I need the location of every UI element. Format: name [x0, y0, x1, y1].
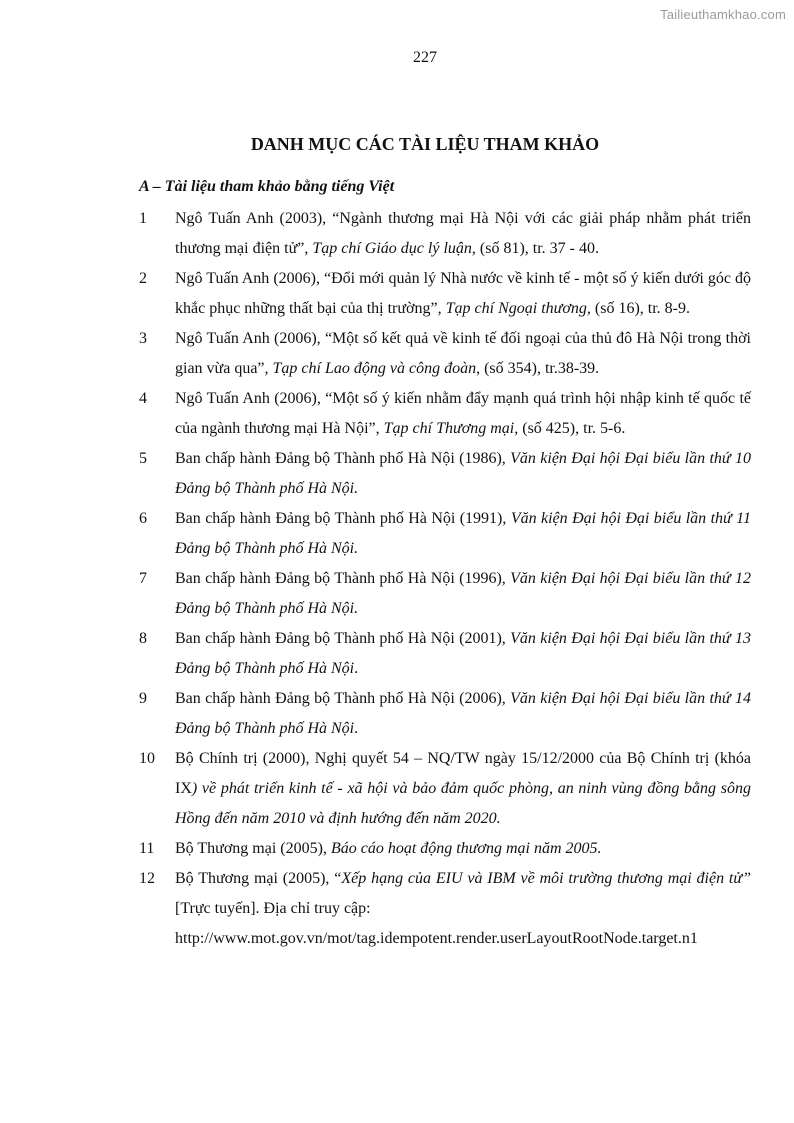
reference-item	[139, 564, 751, 624]
reference-item	[139, 864, 751, 954]
reference-number: 3	[139, 330, 147, 347]
reference-text: Ban chấp hành Đảng bộ Thành phố Hà Nội (2006), Văn kiện Đại hội Đại biểu lần thứ 14 Đảng bộ Thành phố Hà Nội.	[175, 690, 751, 737]
section-heading: A – Tài liệu tham khảo bằng tiếng Việt	[139, 178, 395, 195]
reference-text: Ngô Tuấn Anh (2003), “Ngành thương mại Hà Nội với các giải pháp nhằm phát triển thương mại điện tử”, Tạp chí Giáo dục lý luận, (số 81), tr. 37 - 40.	[175, 210, 751, 257]
reference-item	[139, 504, 751, 564]
reference-item	[139, 204, 751, 264]
reference-url: http://www.mot.gov.vn/mot/tag.idempotent.render.userLayoutRootNode.target.n1	[175, 930, 698, 947]
reference-number: 12	[139, 870, 155, 887]
reference-item	[139, 444, 751, 504]
reference-item	[139, 834, 751, 864]
watermark: Tailieuthamkhao.com	[660, 7, 786, 22]
reference-number: 10	[139, 750, 155, 767]
reference-item	[139, 264, 751, 324]
reference-number: 11	[139, 840, 155, 857]
reference-text: Bộ Thương mại (2005), “Xếp hạng của EIU và IBM về môi trường thương mại điện tử” [Trực tuyến]. Địa chỉ truy cập: http://www.mot.gov.vn/mot/tag.idempotent.render.userLayoutRootNode.target.n1	[175, 870, 751, 947]
reference-number: 7	[139, 570, 147, 587]
reference-text: Ngô Tuấn Anh (2006), “Đổi mới quản lý Nhà nước về kinh tế - một số ý kiến dưới góc độ khắc phục những thất bại của thị trường”, Tạp chí Ngoại thương, (số 16), tr. 8-9.	[175, 270, 751, 317]
reference-number: 5	[139, 450, 147, 467]
reference-number: 2	[139, 270, 147, 287]
page-number: 227	[413, 49, 437, 66]
reference-text: Bộ Thương mại (2005), Báo cáo hoạt động thương mại năm 2005.	[175, 840, 602, 857]
reference-text: Bộ Chính trị (2000), Nghị quyết 54 – NQ/TW ngày 15/12/2000 của Bộ Chính trị (khóa IX) về phát triển kinh tế - xã hội và bảo đảm quốc phòng, an ninh vùng đồng bằng sông Hồng đến năm 2010 và định hướng đến năm 2020.	[175, 750, 751, 827]
reference-number: 6	[139, 510, 147, 527]
reference-number: 8	[139, 630, 147, 647]
reference-text: Ban chấp hành Đảng bộ Thành phố Hà Nội (1996), Văn kiện Đại hội Đại biểu lần thứ 12 Đảng bộ Thành phố Hà Nội.	[175, 570, 751, 617]
page-title: DANH MỤC CÁC TÀI LIỆU THAM KHẢO	[250, 134, 600, 154]
reference-list	[139, 204, 751, 954]
reference-item	[139, 684, 751, 744]
reference-text: Ban chấp hành Đảng bộ Thành phố Hà Nội (2001), Văn kiện Đại hội Đại biểu lần thứ 13 Đảng bộ Thành phố Hà Nội.	[175, 630, 751, 677]
reference-item	[139, 744, 751, 834]
reference-item	[139, 384, 751, 444]
reference-item	[139, 624, 751, 684]
reference-number: 1	[139, 210, 147, 227]
reference-number: 9	[139, 690, 147, 707]
reference-item	[139, 324, 751, 384]
reference-text: Ban chấp hành Đảng bộ Thành phố Hà Nội (1986), Văn kiện Đại hội Đại biểu lần thứ 10 Đảng bộ Thành phố Hà Nội.	[175, 450, 751, 497]
reference-text: Ban chấp hành Đảng bộ Thành phố Hà Nội (1991), Văn kiện Đại hội Đại biểu lần thứ 11 Đảng bộ Thành phố Hà Nội.	[175, 510, 751, 557]
reference-number: 4	[139, 390, 147, 407]
reference-text: Ngô Tuấn Anh (2006), “Một số kết quả về kinh tế đối ngoại của thủ đô Hà Nội trong thời gian vừa qua”, Tạp chí Lao động và công đoàn, (số 354), tr.38-39.	[175, 330, 751, 377]
reference-text: Ngô Tuấn Anh (2006), “Một số ý kiến nhằm đẩy mạnh quá trình hội nhập kinh tế quốc tế của ngành thương mại Hà Nội”, Tạp chí Thương mại, (số 425), tr. 5-6.	[175, 390, 751, 437]
